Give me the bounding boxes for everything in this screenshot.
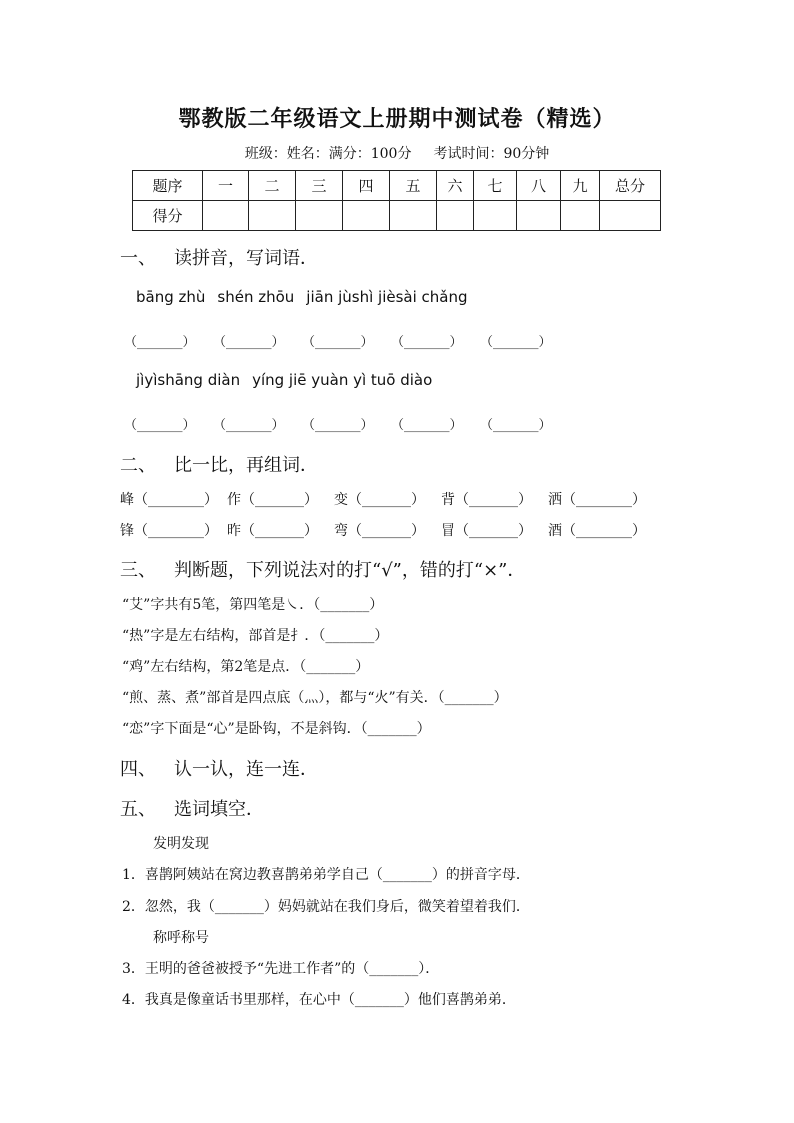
compare-item[interactable]: 变（_______） (334, 492, 425, 508)
pinyin-item: shén zhōu (217, 288, 295, 306)
exam-info-right: 考试时间：90分钟 (433, 146, 550, 162)
header-cell: 总分 (600, 171, 661, 201)
section-number: 二、 (120, 455, 156, 476)
answer-blank[interactable]: （_______） (391, 335, 463, 350)
answer-blank[interactable]: （_______） (302, 335, 374, 350)
header-cell: 六 (437, 171, 474, 201)
fill-question-3[interactable]: 3．王明的爸爸被授予“先进工作者”的（_______）． (122, 961, 440, 977)
judge-item[interactable]: “恋”字下面是“心”是卧钩，不是斜钩．（_______） (122, 721, 431, 737)
section-title: 比一比，再组词． (174, 455, 318, 476)
judge-item[interactable]: “鸡”左右结构，第2笔是点．（_______） (122, 659, 370, 675)
page-title: 鄂教版二年级语文上册期中测试卷（精选） (178, 106, 616, 132)
compare-item[interactable]: 酒（________） (548, 523, 646, 539)
section-1-heading (120, 244, 318, 270)
judge-item[interactable]: “艾”字共有5笔，第四笔是㇏．（_______） (122, 597, 384, 613)
answer-blank[interactable]: （_______） (124, 335, 196, 350)
compare-item[interactable]: 昨（_______） (227, 523, 318, 539)
score-cell[interactable] (517, 201, 561, 231)
header-cell: 四 (343, 171, 390, 201)
score-cell[interactable] (343, 201, 390, 231)
answer-blank[interactable]: （_______） (213, 335, 285, 350)
exam-info (0, 143, 794, 163)
score-table-header-row (133, 171, 661, 201)
word-options-1: 发明发现 (153, 836, 209, 852)
section-title: 选词填空． (174, 799, 264, 820)
section-number: 四、 (120, 759, 156, 780)
word-options-2: 称呼称号 (153, 930, 209, 946)
fill-question-4[interactable]: 4．我真是像童话书里那样，在心中（_______）他们喜鹊弟弟． (122, 992, 516, 1008)
pinyin-item: bāng zhù (136, 288, 206, 306)
answer-blank[interactable]: （_______） (213, 418, 285, 433)
judge-item[interactable]: “热”字是左右结构，部首是扌．（_______） (122, 628, 389, 644)
answer-blank[interactable]: （_______） (124, 418, 196, 433)
header-cell: 九 (561, 171, 600, 201)
section-3-heading (120, 556, 525, 582)
header-cell: 五 (390, 171, 437, 201)
score-table-score-row (133, 201, 661, 231)
answer-blanks-row-1 (124, 331, 569, 350)
header-cell: 二 (249, 171, 296, 201)
score-cell[interactable] (437, 201, 474, 231)
section-number: 三、 (120, 560, 156, 581)
score-cell[interactable] (561, 201, 600, 231)
row-label-cell: 得分 (133, 201, 203, 231)
section-2-heading (120, 451, 318, 477)
pinyin-row-2 (136, 371, 444, 389)
pinyin-item: jìyìshāng diàn (136, 371, 241, 389)
header-cell: 七 (474, 171, 517, 201)
score-table (132, 170, 661, 231)
section-title: 认一认，连一连． (174, 759, 318, 780)
header-cell: 一 (203, 171, 249, 201)
section-4-heading (120, 755, 318, 781)
pinyin-row-1 (136, 288, 480, 306)
header-cell: 三 (296, 171, 343, 201)
pinyin-item: jiān jùshì jièsài chǎng (306, 288, 468, 306)
score-cell[interactable] (390, 201, 437, 231)
judge-item[interactable]: “煎、蒸、煮”部首是四点底（灬），都与“火”有关．（_______） (122, 690, 508, 706)
compare-row-1 (120, 489, 655, 509)
section-title: 判断题，下列说法对的打“√”，错的打“×”． (174, 560, 526, 581)
answer-blank[interactable]: （_______） (302, 418, 374, 433)
compare-item[interactable]: 作（_______） (227, 492, 318, 508)
compare-item[interactable]: 峰（________） (120, 492, 218, 508)
header-cell: 题序 (133, 171, 203, 201)
answer-blank[interactable]: （_______） (480, 418, 552, 433)
section-title: 读拼音，写词语． (174, 248, 318, 269)
pinyin-item: yíng jiē yuàn yì tuō diào (252, 371, 433, 389)
exam-info-left: 班级：姓名：满分：100分 (244, 146, 412, 162)
compare-item[interactable]: 锋（________） (120, 523, 218, 539)
score-cell[interactable] (474, 201, 517, 231)
section-number: 一、 (120, 248, 156, 269)
answer-blank[interactable]: （_______） (391, 418, 463, 433)
score-cell[interactable] (203, 201, 249, 231)
answer-blanks-row-2 (124, 414, 569, 433)
section-number: 五、 (120, 799, 156, 820)
fill-question-2[interactable]: 2．忽然，我（_______）妈妈就站在我们身后，微笑着望着我们． (122, 899, 530, 915)
compare-item[interactable]: 冒（_______） (441, 523, 532, 539)
score-cell[interactable] (600, 201, 661, 231)
section-5-heading (120, 795, 264, 821)
fill-question-1[interactable]: 1．喜鹊阿姨站在窝边教喜鹊弟弟学自己（_______）的拼音字母． (122, 867, 530, 883)
compare-item[interactable]: 洒（________） (548, 492, 646, 508)
compare-row-2 (120, 520, 655, 540)
compare-item[interactable]: 背（_______） (441, 492, 532, 508)
score-cell[interactable] (249, 201, 296, 231)
answer-blank[interactable]: （_______） (480, 335, 552, 350)
compare-item[interactable]: 弯（_______） (334, 523, 425, 539)
score-cell[interactable] (296, 201, 343, 231)
header-cell: 八 (517, 171, 561, 201)
